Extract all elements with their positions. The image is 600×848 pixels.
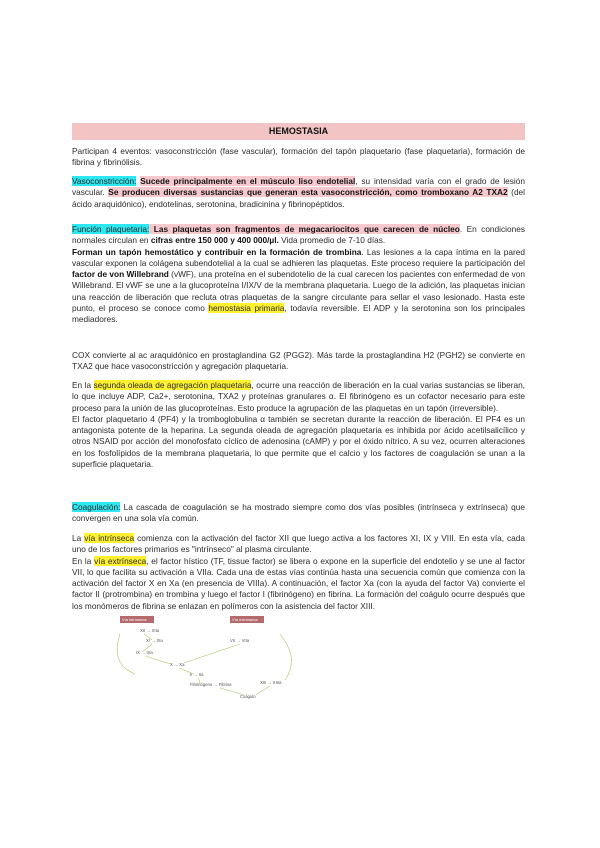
funcion-plaquetaria-label: Función plaquetaria: bbox=[72, 224, 150, 234]
node-factor-xi: XI → XIa bbox=[146, 638, 163, 643]
coagulacion-paragraph: Coagulación: La cascada de coagulación se ha mostrado siempre como dos vías posibles (intrínseca y extrínseca) que convergen en una sola vía común. bbox=[72, 502, 525, 524]
node-fibrinogen: Fibrinógeno → Fibrina bbox=[190, 682, 232, 687]
vias-paragraph: La vía intrínseca comienza con la activación del factor XII que luego activa a los factores XI, IX y VIII. En esta vía, cada uno de los factores primarios es "intrínseco" al plasma circulante. En la vía extrínseca, el factor hístico (TF, tissue factor) se libera o expone en la superficie del endotelio y se une al factor VII, lo que facilita su activación a VIIa. Cada una de estas vías continúa hasta una secuencia común que comienza con la activación del factor X en Xa (en presencia de VIIIa). A continuación, el factor Xa (con la ayuda del factor Va) convierte el factor II (protrombina) en trombina y luego el factor I (fibrinógeno) en fibrina. La formación del coágulo ocurre después que los monómeros de fibrina se enlazan en polímeros con la asistencia del factor XIII. bbox=[72, 533, 525, 611]
node-factor-vii: VII → VIIa bbox=[230, 638, 250, 643]
vasoconstriccion-paragraph: Vasoconstricción: Sucede principalmente en el músculo liso endotelial, su intensidad varía con el grado de lesión vascular. Se producen diversas sustancias que generan esta vasoconstricción, como tromboxano A2 TXA2 (del ácido araquidónico), endotelinas, serotonina, bradicinina y fibrinopéptidos. bbox=[72, 176, 526, 209]
node-factor-xii: XII → XIIa bbox=[140, 628, 160, 633]
intro-paragraph: Participan 4 eventos: vasoconstricción (fase vascular), formación del tapón plaquetario (fase plaquetaria), formación de fibrina y fibrinólisis. bbox=[72, 146, 525, 168]
intrinsic-tag-text: Vía intrínseca bbox=[122, 617, 147, 622]
page-title: HEMOSTASIA bbox=[72, 123, 525, 140]
coagulacion-label: Coagulación: bbox=[72, 502, 121, 512]
cox-paragraph: COX convierte al ac araquidónico en prostaglandina G2 (PGG2). Más tarde la prostaglandina H2 (PGH2) se convierte en TXA2 que hace vasoconstricción y agregación plaquetaria. bbox=[72, 350, 525, 372]
vasoconstriccion-label: Vasoconstricción: bbox=[72, 176, 137, 186]
funcion-plaquetaria-paragraph: Función plaquetaria: Las plaquetas son fragmentos de megacariocitos que carecen de núcleo. En condiciones normales circulan en cifras entre 150 000 y 400 000/µl. Vida promedio de 7-10 días. Forman un tapón hemostático y contribuir en la formación de trombina. Las lesiones a la capa íntima en la pared vascular exponen la colágena subendotelial a la cual se adhieren las plaquetas. Este proceso requiere la participación del factor de von Willebrand (vWF), una proteína en el subendotelio de la cual carecen los pacientes con enfermedad de von Willebrand. El vWF se une a la glucoproteína I/IX/V de la membrana plaquetaria. Luego de la adición, las plaquetas inician una reacción de liberación que recluta otras plaquetas de la sangre circulante para sellar el vaso lesionado. Hasta este punto, el proceso se conoce como hemostasia primaria, todavía reversible. El ADP y la serotonina son los principales mediadores. bbox=[72, 224, 525, 325]
node-factor-x: X → Xa bbox=[170, 662, 185, 667]
node-factor-xiii: XIII → XIIIa bbox=[260, 680, 282, 685]
segunda-oleada-paragraph: En la segunda oleada de agregación plaquetaria, ocurre una reacción de liberación en la cual varias sustancias se liberan, lo que incluye ADP, Ca2+, serotonina, TXA2 y proteínas granulares α. El fibrinógeno es un cofactor necesario para este proceso para la unión de las glucoproteínas. Esto produce la agrupación de las plaquetas en un tapón (irreversible). El factor plaquetario 4 (PF4) y la tromboglobulina α también se secretan durante la reacción de liberación. El PF4 es un antagonista potente de la heparina. La segunda oleada de agregación plaquetaria es inhibida por ácido acetilsalicílico y otros NSAID por acción del monofosfato cíclico de adenosina (cAMP) y por el óxido nítrico. A su vez, ocurren alteraciones en los fosfolípidos de la membrana plaquetaria, lo que permite que el calcio y los factores de coagulación se unan a la superficie plaquetaria. bbox=[72, 380, 525, 470]
node-clot: Coágulo bbox=[240, 694, 256, 699]
node-factor-ii: II → IIa bbox=[190, 672, 204, 677]
extrinsic-tag-text: Vía extrínseca bbox=[232, 617, 258, 622]
node-factor-ix: IX → IXa bbox=[136, 650, 153, 655]
coagulation-cascade-figure bbox=[80, 614, 340, 704]
